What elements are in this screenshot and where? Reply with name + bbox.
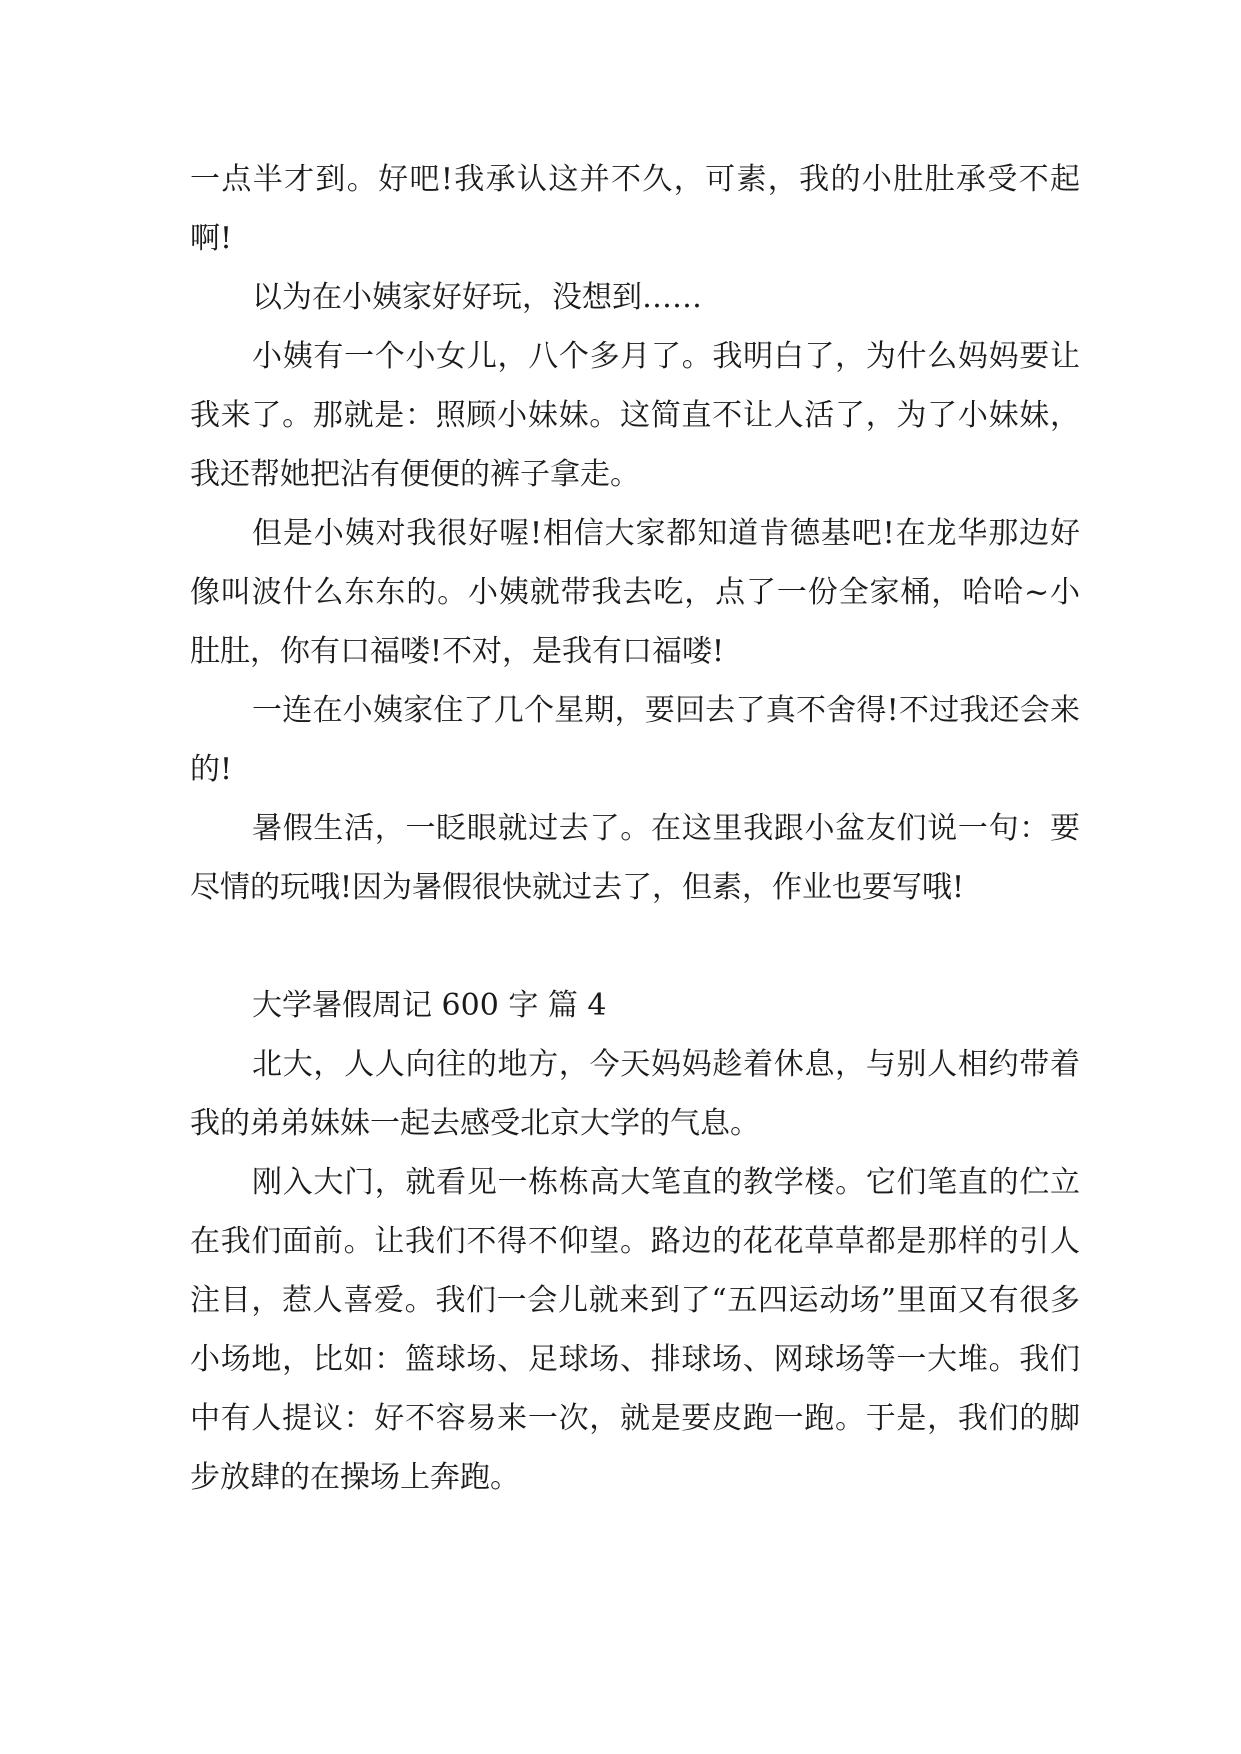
section-paragraph-1: 北大，人人向往的地方，今天妈妈趁着休息，与别人相约带着我的弟弟妹妹一起去感受北京大学的气息。 — [190, 1047, 1080, 1141]
paragraph-3: 小姨有一个小女儿，八个多月了。我明白了，为什么妈妈要让我来了。那就是：照顾小妹妹。这简直不让人活了，为了小妹妹，我还帮她把沾有便便的裤子拿走。 — [190, 339, 1080, 492]
document-page — [190, 150, 1080, 1507]
paragraph-6: 暑假生活，一眨眼就过去了。在这里我跟小盆友们说一句：要尽情的玩哦!因为暑假很快就过去了，但素，作业也要写哦! — [190, 811, 1080, 905]
section-paragraph-2: 刚入大门，就看见一栋栋高大笔直的教学楼。它们笔直的伫立在我们面前。让我们不得不仰望。路边的花花草草都是那样的引人注目，惹人喜爱。我们一会儿就来到了“五四运动场”里面又有很多小场地，比如：篮球场、足球场、排球场、网球场等一大堆。我们中有人提议：好不容易来一次，就是要皮跑一跑。于是，我们的脚步放肆的在操场上奔跑。 — [190, 1165, 1080, 1495]
section-heading: 大学暑假周记 600 字 篇 4 — [252, 988, 607, 1023]
paragraph-5: 一连在小姨家住了几个星期，要回去了真不舍得!不过我还会来的! — [190, 693, 1080, 787]
paragraph-2: 以为在小姨家好好玩，没想到…… — [252, 280, 702, 315]
paragraph-4: 但是小姨对我很好喔!相信大家都知道肯德基吧!在龙华那边好像叫波什么东东的。小姨就带我去吃，点了一份全家桶，哈哈~小肚肚，你有口福喽!不对，是我有口福喽! — [190, 516, 1080, 669]
paragraph-1: 一点半才到。好吧!我承认这并不久，可素，我的小肚肚承受不起啊! — [190, 162, 1080, 256]
